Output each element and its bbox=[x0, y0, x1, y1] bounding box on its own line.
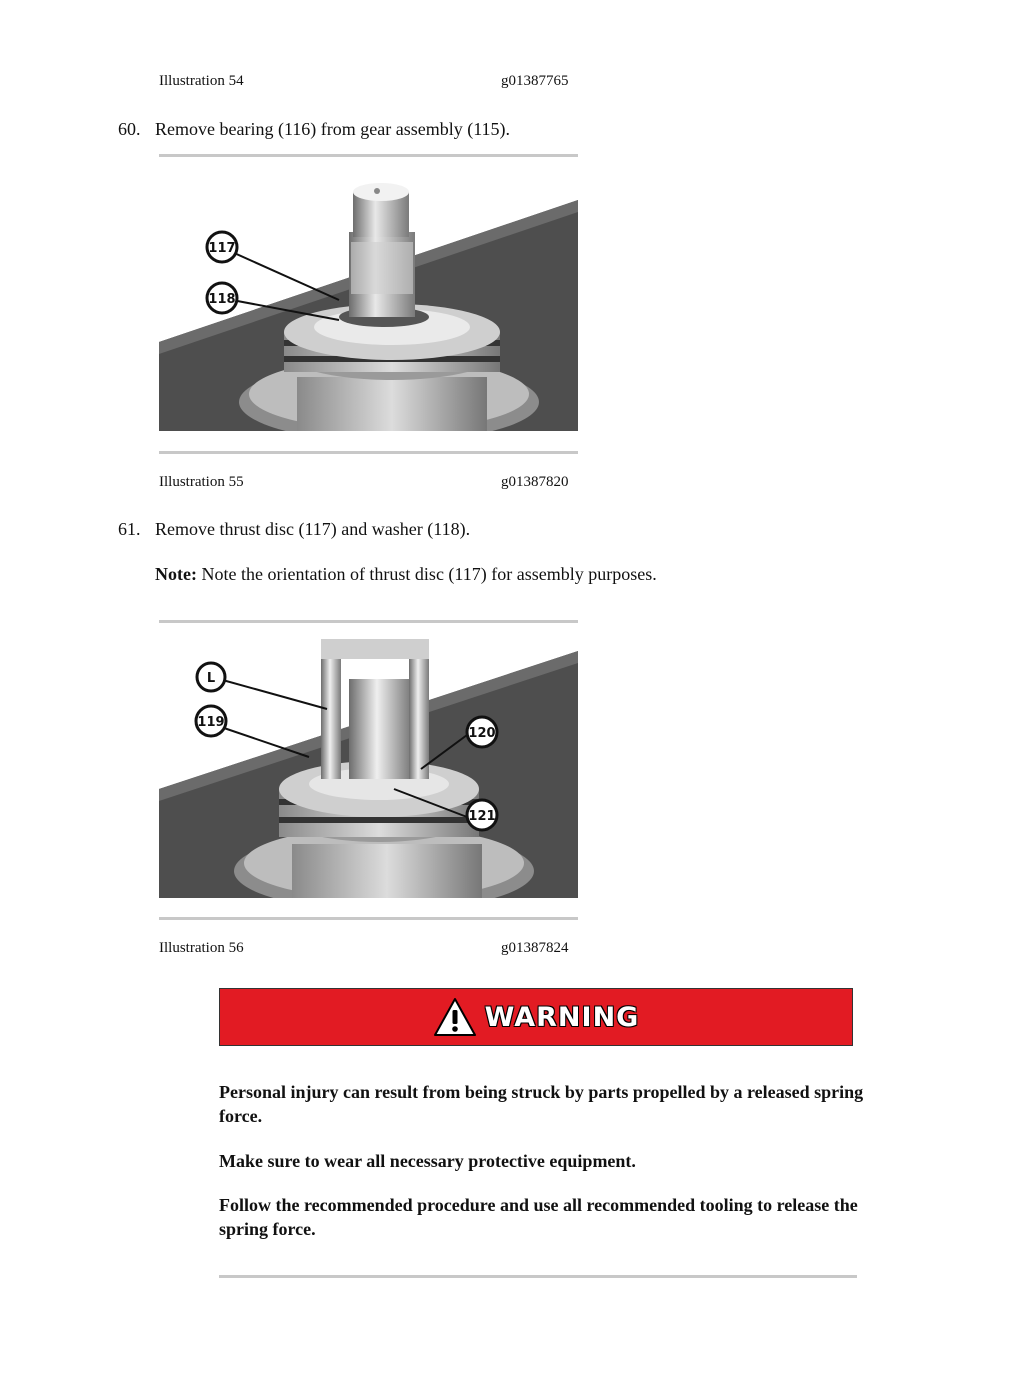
warning-paragraph-2: Make sure to wear all necessary protective equipment. bbox=[219, 1151, 636, 1171]
callout-120: 120 bbox=[468, 726, 496, 741]
figure-top-rule bbox=[159, 154, 578, 157]
figure-55-drawing bbox=[159, 172, 578, 431]
figure-top-rule bbox=[159, 620, 578, 623]
illustration-54-label: Illustration 54 bbox=[159, 73, 244, 89]
callout-L: L bbox=[206, 671, 216, 686]
step-61-number: 61. bbox=[118, 519, 141, 539]
figure-bottom-rule bbox=[159, 451, 578, 454]
callout-121: 121 bbox=[468, 809, 496, 824]
note bbox=[155, 564, 657, 585]
callout-119: 119 bbox=[197, 715, 225, 730]
illustration-54-code: g01387765 bbox=[501, 73, 569, 89]
callout-118: 118 bbox=[208, 292, 236, 307]
warning-bottom-rule bbox=[219, 1275, 857, 1278]
figure-56-image bbox=[159, 639, 578, 898]
figure-55-image bbox=[159, 172, 578, 431]
note-text: Note the orientation of thrust disc (117) for assembly purposes. bbox=[201, 564, 657, 584]
warning-title: WARNING bbox=[484, 1001, 640, 1033]
illustration-55-code: g01387820 bbox=[501, 474, 569, 490]
illustration-56-label: Illustration 56 bbox=[159, 940, 244, 956]
warning-banner bbox=[219, 988, 853, 1046]
warning-paragraph-3: Follow the recommended procedure and use all recommended tooling to release the spring force. bbox=[219, 1195, 858, 1239]
illustration-55-label: Illustration 55 bbox=[159, 474, 244, 490]
step-60-text: Remove bearing (116) from gear assembly (115). bbox=[155, 119, 511, 139]
warning-paragraph-1: Personal injury can result from being struck by parts propelled by a released spring force. bbox=[219, 1082, 864, 1126]
illustration-56-code: g01387824 bbox=[501, 940, 569, 956]
callout-117: 117 bbox=[208, 241, 236, 256]
step-61-text: Remove thrust disc (117) and washer (118). bbox=[155, 519, 471, 539]
step-60-number: 60. bbox=[118, 119, 141, 139]
warning-triangle-icon bbox=[433, 997, 477, 1037]
note-label: Note: bbox=[155, 564, 197, 584]
figure-bottom-rule bbox=[159, 917, 578, 920]
figure-56-drawing bbox=[159, 639, 578, 898]
